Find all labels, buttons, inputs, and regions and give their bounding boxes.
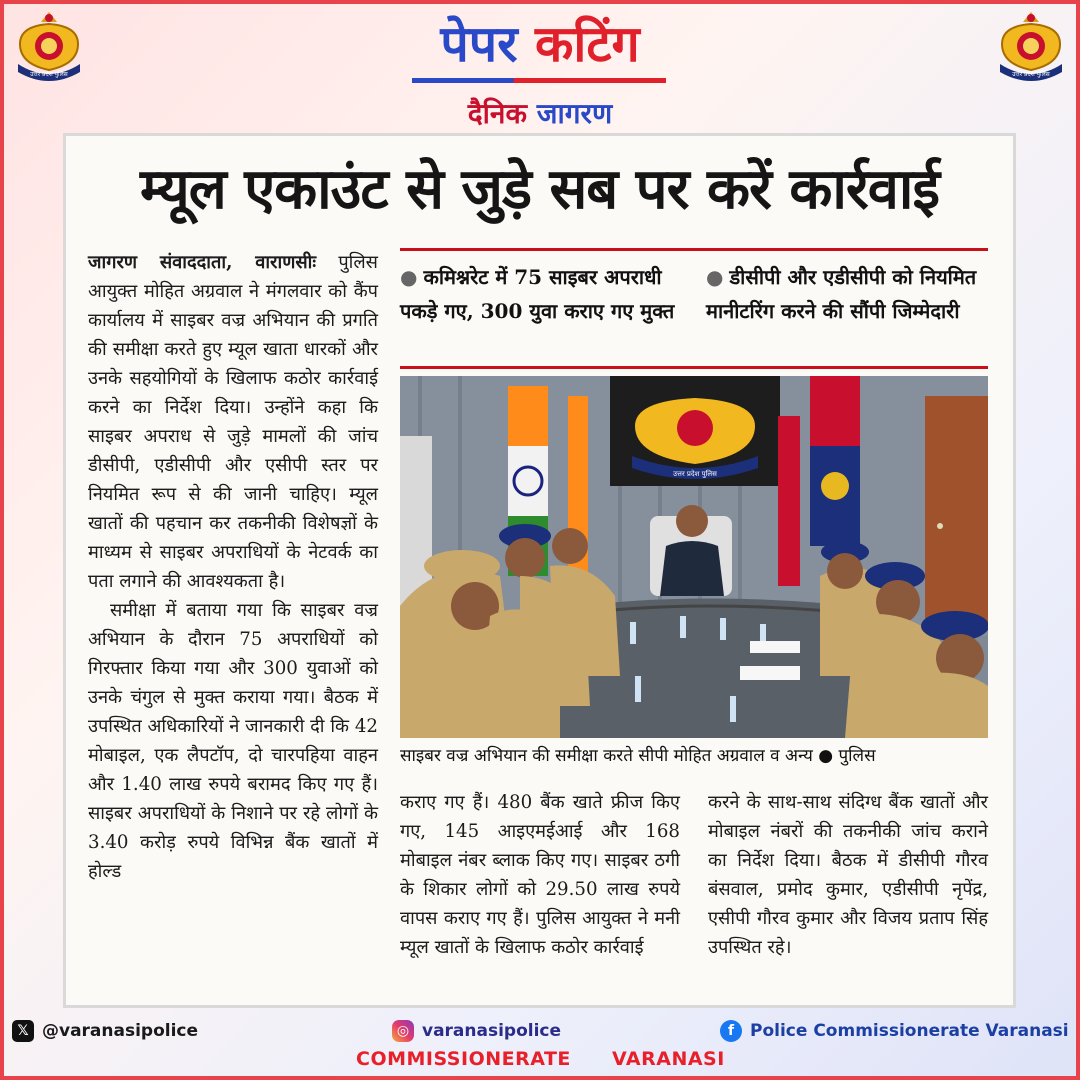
article-column-1 [88, 248, 378, 886]
facebook-page-text: Police Commissionerate Varanasi [750, 1021, 1069, 1041]
commissionerate-label: COMMISSIONERATE [356, 1048, 571, 1070]
svg-text:उत्तर प्रदेश पुलिस: उत्तर प्रदेश पुलिस [1012, 71, 1050, 78]
highlight-box-2 [706, 260, 988, 328]
highlight-box-1 [400, 260, 690, 328]
bullet-icon: ● [400, 265, 418, 289]
article-paragraph-2: समीक्षा में बताया गया कि साइबर वज्र अभियान के दौरान 75 अपराधियों को गिरफ्तार किया गया और 300 युवाओं को उनके चंगुल से मुक्त कराया गया। बैठक में उपस्थित अधिकारियों ने जानकारी दी कि 42 मोबाइल, एक लैपटॉप, दो चारपहिया वाहन और 1.40 लाख रुपये बरामद किए गए हैं। साइबर अपराधियों के निशाने पर रहे लोगों के 3.40 करोड़ रुपये विभिन्न बैंक खातों में होल्ड [88, 600, 378, 882]
article-paragraph-1: पुलिस आयुक्त मोहित अग्रवाल ने मंगलवार को कैंप कार्यालय में साइबर वज्र अभियान की प्रगति की समीक्षा करते हुए म्यूल खाता धारकों और उनके सहयोगियों के खिलाफ कठोर कार्रवाई करने का निर्देश दिया। उन्होंने कहा कि साइबर अपराध से जुड़े मामलों की जांच डीसीपी, एडीसीपी और एसीपी स्तर पर नियमित रूप से की जानी चाहिए। म्यूल खातों की पहचान कर तकनीकी विशेषज्ञों के माध्यम से साइबर अपराधियों के नेटवर्क का पता लगाने की आवश्यकता है। [88, 252, 378, 592]
page-title [0, 14, 1080, 74]
source-name-part2: जागरण [536, 97, 613, 130]
bullet-icon: ● [706, 265, 724, 289]
highlight-text-1: कमिश्नरेट में 75 साइबर अपराधी पकड़े गए, 300 युवा कराए गए मुक्त [400, 265, 675, 323]
facebook-icon: f [720, 1020, 742, 1042]
meeting-photo [400, 376, 988, 738]
svg-text:उत्तर प्रदेश पुलिस: उत्तर प्रदेश पुलिस [673, 470, 717, 478]
article-dateline: जागरण संवाददाता, वाराणसीः [88, 252, 317, 273]
instagram-icon: ◎ [392, 1020, 414, 1042]
article-headline: म्यूल एकाउंट से जुड़े सब पर करें कार्रवाई [140, 156, 939, 222]
svg-text:उत्तर प्रदेश पुलिस: उत्तर प्रदेश पुलिस [30, 71, 68, 78]
photo-caption: साइबर वज्र अभियान की समीक्षा करते सीपी मोहित अग्रवाल व अन्य ● पुलिस [400, 746, 876, 766]
title-part-paper: पेपर [440, 15, 518, 73]
newspaper-clipping [63, 133, 1016, 1008]
newspaper-source [0, 94, 1080, 132]
source-name-part1: दैनिक [467, 97, 527, 130]
footer [0, 1014, 1080, 1080]
highlight-text-2: डीसीपी और एडीसीपी को नियमित मानीटरिंग करने की सौंपी जिम्मेदारी [706, 265, 977, 323]
article-column-2: कराए गए हैं। 480 बैंक खाते फ्रीज किए गए, 145 आइएमईआई और 168 मोबाइल नंबर ब्लाक किए गए। साइबर ठगी के शिकार लोगों को 29.50 लाख रुपये वापस कराए गए हैं। पुलिस आयुक्त ने मनी म्यूल खातों के खिलाफ कठोर कार्रवाई [400, 792, 680, 958]
x-handle-text: @varanasipolice [42, 1021, 199, 1041]
x-logo-icon: 𝕏 [12, 1020, 34, 1042]
highlight-bottom-rule [400, 366, 988, 369]
title-part-cutting: कटिंग [534, 15, 640, 73]
varanasi-label: VARANASI [612, 1048, 725, 1070]
title-underline [412, 78, 666, 83]
instagram-handle-text: varanasipolice [422, 1021, 562, 1041]
highlight-top-rule [400, 248, 988, 251]
facebook-page[interactable] [720, 1020, 1069, 1042]
x-handle[interactable] [12, 1020, 198, 1042]
instagram-handle[interactable] [392, 1020, 561, 1042]
article-column-3: करने के साथ-साथ संदिग्ध बैंक खातों और मोबाइल नंबरों की तकनीकी जांच कराने का निर्देश दिया। बैठक में डीसीपी गौरव बंसवाल, प्रमोद कुमार, एडीसीपी नृपेंद्र, एसीपी गौरव कुमार और विजय प्रताप सिंह उपस्थित रहे। [708, 792, 988, 958]
